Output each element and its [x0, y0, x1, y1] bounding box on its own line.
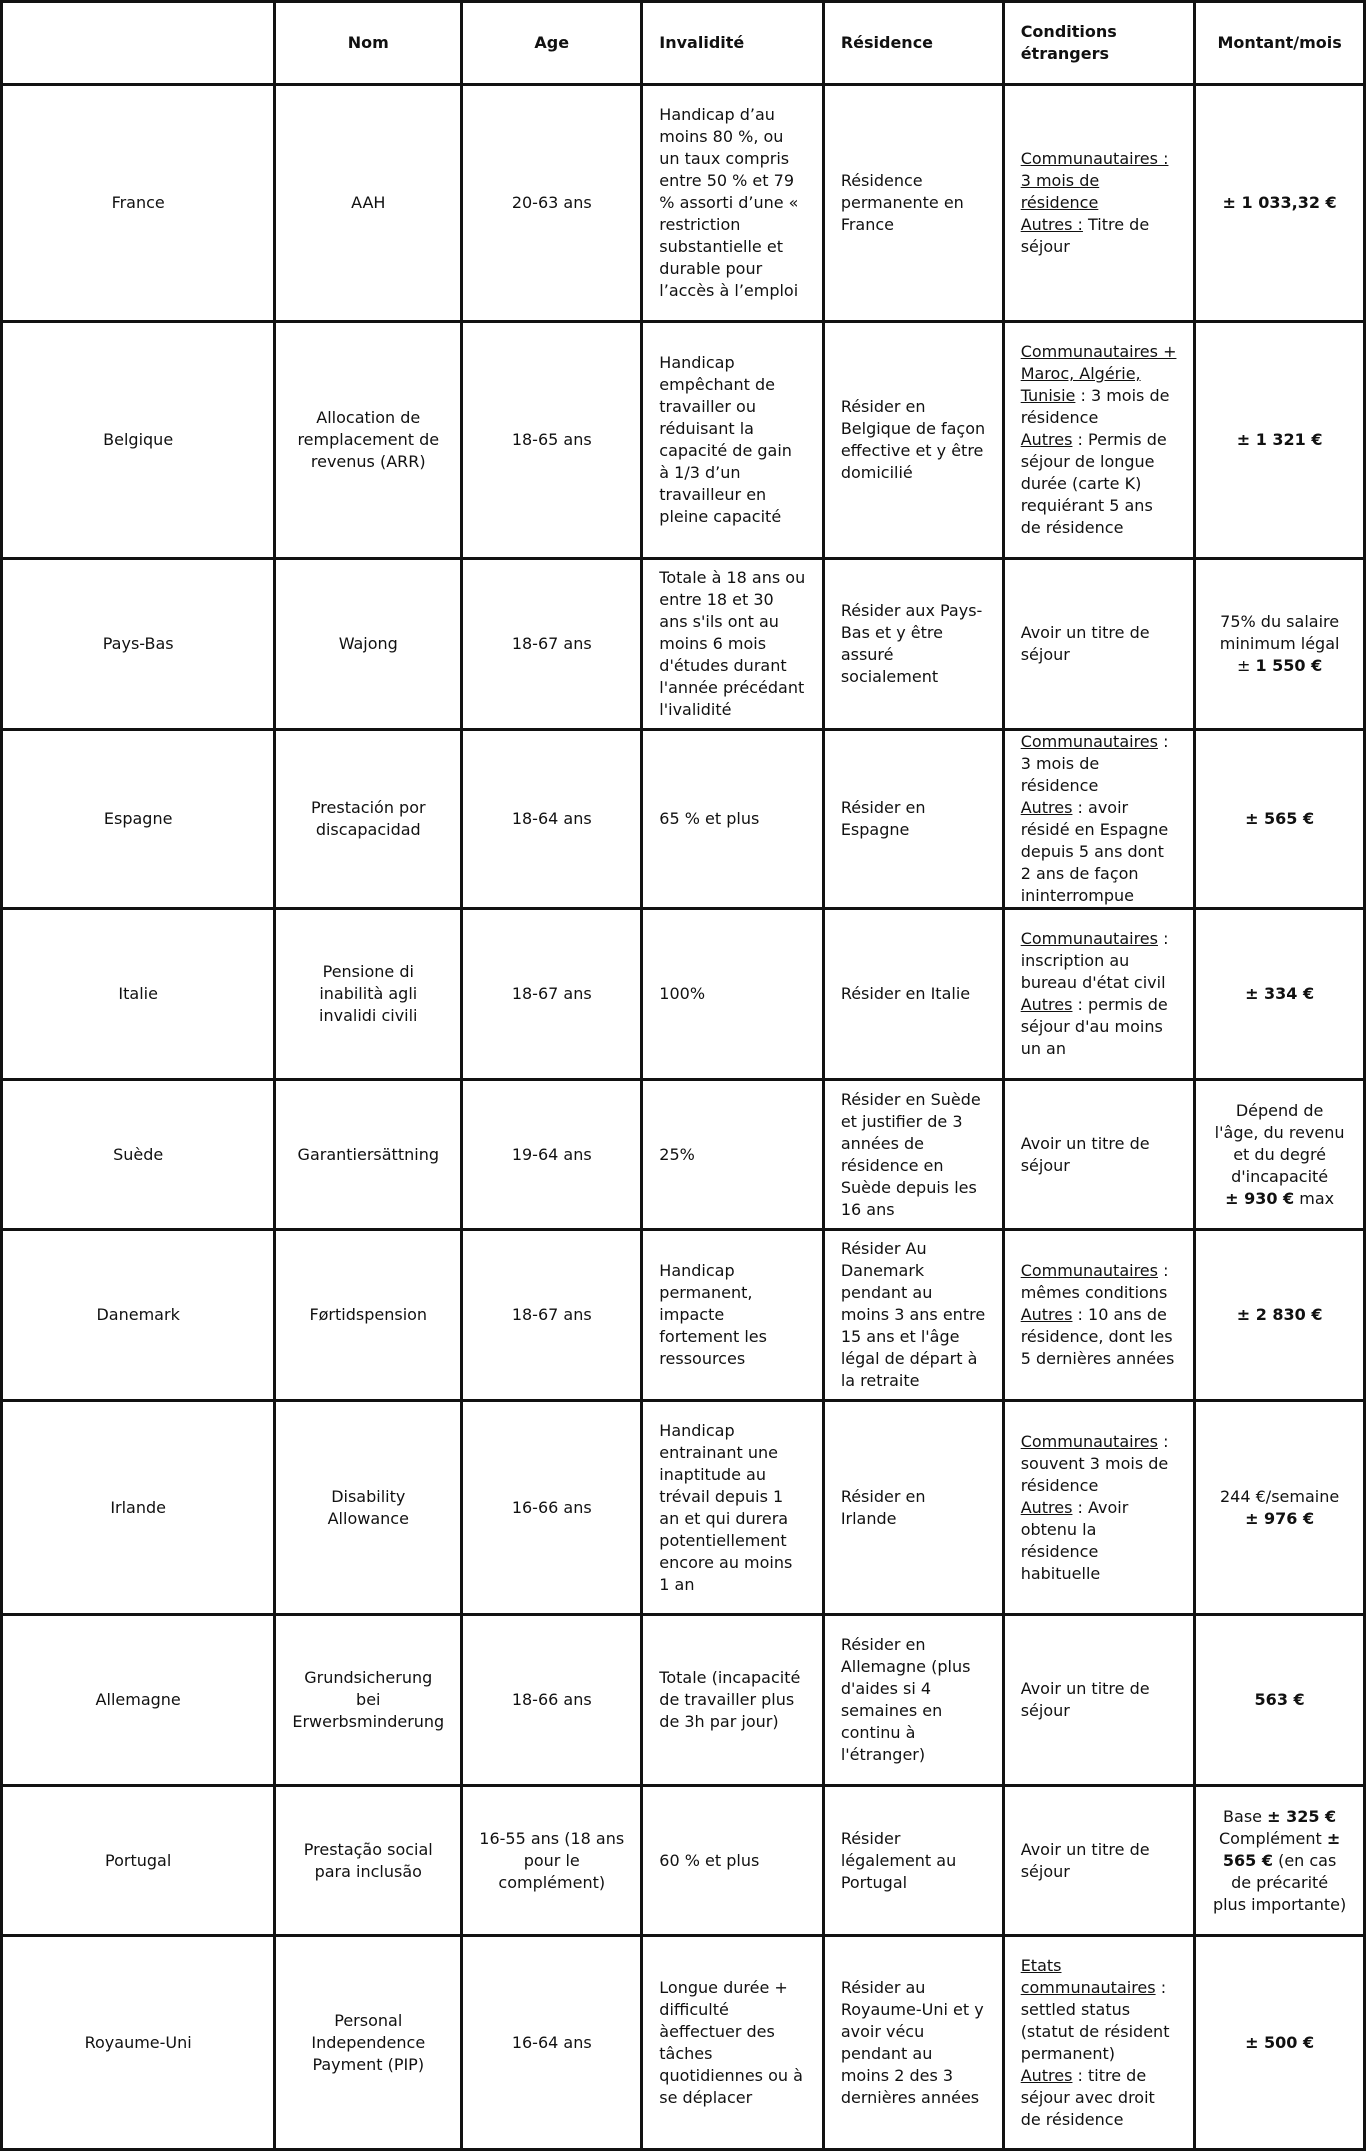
amount-value: ± 1 321 € — [1236, 430, 1323, 449]
amount-value: 1 550 € — [1255, 656, 1323, 675]
header-conditions: Conditions étrangers — [1003, 2, 1195, 85]
amount-cell — [1195, 1786, 1365, 1936]
disability-cell: Handicap d’au moins 80 %, ou un taux compris entre 50 % et 79 % assorti d’une « restriction substantielle et durable pour l’accès à l’emploi — [642, 85, 824, 322]
condition-text: : titre de séjour avec droit de résidence — [1020, 2065, 1155, 2129]
foreigner-conditions-cell — [1003, 730, 1195, 909]
condition-line — [1021, 1678, 1178, 1722]
header-age: Age — [462, 2, 642, 85]
amount-line — [1212, 1100, 1347, 1188]
age-cell: 18-67 ans — [462, 1230, 642, 1401]
amount-cell — [1195, 322, 1365, 559]
benefit-name-cell: Allocation de remplacement de revenus (ARR) — [275, 322, 462, 559]
condition-text: Avoir un titre de séjour — [1020, 1679, 1150, 1720]
disability-cell: Totale à 18 ans ou entre 18 et 30 ans s'ils ont au moins 6 mois d'études durant l'année précédant l'ivalidité — [642, 559, 824, 730]
residence-cell: Résider en Suède et justifier de 3 années de résidence en Suède depuis les 16 ans — [823, 1080, 1003, 1230]
condition-text: Avoir un titre de séjour — [1020, 1133, 1150, 1175]
condition-category: Communautaires — [1020, 1261, 1158, 1280]
amount-text: 75% du salaire minimum légal — [1219, 612, 1340, 653]
condition-category: Communautaires — [1020, 1431, 1158, 1451]
table-row — [2, 1936, 1365, 2150]
foreigner-conditions-cell — [1003, 1401, 1195, 1615]
amount-line — [1212, 808, 1347, 830]
disability-cell: 60 % et plus — [642, 1786, 824, 1936]
amount-cell — [1195, 1615, 1365, 1786]
condition-line — [1021, 1260, 1178, 1304]
header-invalidite: Invalidité — [642, 2, 824, 85]
condition-line — [1021, 1955, 1178, 2065]
condition-text: Avoir un titre de séjour — [1020, 1839, 1150, 1881]
condition-line — [1021, 341, 1178, 429]
amount-cell — [1195, 909, 1365, 1080]
condition-line — [1021, 928, 1178, 994]
condition-line — [1021, 1839, 1178, 1883]
amount-value: ± 565 € — [1222, 1828, 1341, 1870]
amount-line — [1212, 655, 1347, 677]
condition-text: : mêmes conditions — [1020, 1261, 1169, 1302]
country-cell: Pays-Bas — [2, 559, 275, 730]
benefit-name-cell: Disability Allowance — [275, 1401, 462, 1615]
residence-cell: Résider en Allemagne (plus d'aides si 4 semaines en continu à l'étranger) — [823, 1615, 1003, 1786]
age-cell: 18-66 ans — [462, 1615, 642, 1786]
table-row — [2, 85, 1365, 322]
benefit-name-cell: Førtidspension — [275, 1230, 462, 1401]
amount-value: ± 930 € — [1225, 1188, 1295, 1208]
condition-category: Autres — [1020, 2065, 1073, 2085]
header-country — [2, 2, 275, 85]
table-row — [2, 730, 1365, 909]
disability-cell: Handicap entrainant une inaptitude au trévail depuis 1 an et qui durera potentiellement encore au moins 1 an — [642, 1401, 824, 1615]
disability-cell: Longue durée + difficulté àeffectuer des tâches quotidiennes ou à se déplacer — [642, 1936, 824, 2150]
benefit-name-cell: Pensione di inabilità agli invalidi civili — [275, 909, 462, 1080]
age-cell: 18-67 ans — [462, 559, 642, 730]
condition-category: Communautaires — [1020, 929, 1158, 948]
condition-line — [1021, 429, 1178, 539]
table-row — [2, 909, 1365, 1080]
condition-category: Autres — [1020, 430, 1073, 449]
country-cell: Suède — [2, 1080, 275, 1230]
amount-value: ± 976 € — [1245, 1508, 1315, 1528]
amount-line — [1212, 1689, 1347, 1711]
amount-line — [1212, 611, 1347, 655]
foreigner-conditions-cell — [1003, 1615, 1195, 1786]
condition-text: : souvent 3 mois de résidence — [1020, 1431, 1169, 1495]
age-cell: 16-66 ans — [462, 1401, 642, 1615]
condition-text: : 10 ans de résidence, dont les 5 dernières années — [1020, 1305, 1175, 1368]
residence-cell: Résidence permanente en France — [823, 85, 1003, 322]
condition-text: Titre de séjour — [1020, 215, 1150, 256]
amount-text: Dépend de l'âge, du revenu et du degré d'incapacité — [1214, 1100, 1345, 1186]
condition-category: Etats communautaires — [1020, 1955, 1156, 1997]
benefit-name-cell: Wajong — [275, 559, 462, 730]
condition-category: Autres : — [1020, 215, 1083, 234]
amount-value: 563 € — [1254, 1690, 1305, 1709]
amount-text: 244 €/semaine — [1220, 1486, 1340, 1506]
amount-cell — [1195, 85, 1365, 322]
condition-category: Autres — [1020, 995, 1073, 1014]
table-row — [2, 559, 1365, 730]
country-cell: Irlande — [2, 1401, 275, 1615]
condition-text: : Avoir obtenu la résidence habituelle — [1020, 1497, 1129, 1583]
amount-cell — [1195, 1936, 1365, 2150]
condition-line — [1021, 214, 1178, 258]
residence-cell: Résider Au Danemark pendant au moins 3 ans entre 15 ans et l'âge légal de départ à la retraite — [823, 1230, 1003, 1401]
country-cell: Belgique — [2, 322, 275, 559]
condition-line — [1021, 1497, 1178, 1585]
condition-text: : avoir résidé en Espagne depuis 5 ans dont 2 ans de façon ininterrompue — [1020, 798, 1169, 905]
amount-text: max — [1294, 1188, 1335, 1208]
amount-value: ± 1 033,32 € — [1222, 193, 1337, 212]
benefit-name-cell: Personal Independence Payment (PIP) — [275, 1936, 462, 2150]
country-cell: Danemark — [2, 1230, 275, 1401]
condition-line — [1021, 731, 1178, 797]
foreigner-conditions-cell — [1003, 322, 1195, 559]
condition-text: : permis de séjour d'au moins un an — [1020, 995, 1168, 1058]
country-cell: Portugal — [2, 1786, 275, 1936]
condition-line — [1021, 1304, 1178, 1370]
foreigner-conditions-cell — [1003, 1080, 1195, 1230]
age-cell: 19-64 ans — [462, 1080, 642, 1230]
amount-line — [1212, 1806, 1347, 1828]
condition-text: : 3 mois de résidence — [1020, 732, 1169, 795]
age-cell: 16-64 ans — [462, 1936, 642, 2150]
condition-category: Communautaires + Maroc, Algérie, Tunisie — [1020, 342, 1177, 405]
amount-value: ± 500 € — [1245, 2032, 1315, 2052]
table-row — [2, 1230, 1365, 1401]
table-row — [2, 1401, 1365, 1615]
amount-value: ± 2 830 € — [1236, 1305, 1323, 1324]
table-row — [2, 322, 1365, 559]
disability-cell: 100% — [642, 909, 824, 1080]
country-cell: Allemagne — [2, 1615, 275, 1786]
foreigner-conditions-cell — [1003, 1230, 1195, 1401]
header-row — [2, 2, 1365, 85]
residence-cell: Résider légalement au Portugal — [823, 1786, 1003, 1936]
amount-cell — [1195, 559, 1365, 730]
condition-line — [1021, 148, 1178, 214]
amount-line — [1212, 1304, 1347, 1326]
header-nom: Nom — [275, 2, 462, 85]
table-body — [2, 85, 1365, 2150]
amount-line — [1212, 1188, 1347, 1210]
condition-line — [1021, 994, 1178, 1060]
country-cell: Espagne — [2, 730, 275, 909]
amount-value: ± 565 € — [1245, 809, 1315, 828]
amount-text: (en cas de précarité plus importante) — [1212, 1850, 1347, 1914]
condition-line — [1021, 622, 1178, 666]
amount-line — [1212, 1828, 1347, 1916]
condition-text: : Permis de séjour de longue durée (carte K) requiérant 5 ans de résidence — [1020, 430, 1167, 537]
condition-line — [1021, 797, 1178, 907]
amount-text: Complément — [1218, 1828, 1327, 1848]
condition-line — [1021, 1431, 1178, 1497]
condition-text: : settled status (statut de résident permanent) — [1020, 1977, 1170, 2063]
table-row — [2, 1615, 1365, 1786]
condition-category: Autres — [1020, 1497, 1073, 1517]
residence-cell: Résider en Irlande — [823, 1401, 1003, 1615]
country-cell: Italie — [2, 909, 275, 1080]
benefit-name-cell: Prestação social para inclusão — [275, 1786, 462, 1936]
condition-text: Avoir un titre de séjour — [1020, 623, 1150, 664]
foreigner-conditions-cell — [1003, 909, 1195, 1080]
disability-cell: Handicap permanent, impacte fortement les ressources — [642, 1230, 824, 1401]
age-cell: 18-64 ans — [462, 730, 642, 909]
amount-cell — [1195, 1080, 1365, 1230]
benefit-name-cell: Grundsicherung bei Erwerbsminderung — [275, 1615, 462, 1786]
condition-category: Communautaires — [1020, 732, 1158, 751]
foreigner-conditions-cell — [1003, 1786, 1195, 1936]
condition-line — [1021, 1133, 1178, 1177]
residence-cell: Résider aux Pays-Bas et y être assuré socialement — [823, 559, 1003, 730]
table-row — [2, 1080, 1365, 1230]
benefit-name-cell: Garantiersättning — [275, 1080, 462, 1230]
condition-category: Autres — [1020, 798, 1073, 817]
residence-cell: Résider en Italie — [823, 909, 1003, 1080]
amount-line — [1212, 2032, 1347, 2054]
disability-cell: 65 % et plus — [642, 730, 824, 909]
amount-line — [1212, 192, 1347, 214]
condition-category: Communautaires : 3 mois de résidence — [1020, 149, 1169, 212]
amount-line — [1212, 1508, 1347, 1530]
amount-cell — [1195, 730, 1365, 909]
amount-value: ± 325 € — [1267, 1806, 1337, 1826]
condition-text: : inscription au bureau d'état civil — [1020, 929, 1169, 992]
condition-text: : 3 mois de résidence — [1020, 386, 1170, 427]
country-cell: France — [2, 85, 275, 322]
benefit-name-cell: AAH — [275, 85, 462, 322]
amount-cell — [1195, 1401, 1365, 1615]
residence-cell: Résider en Espagne — [823, 730, 1003, 909]
amount-cell — [1195, 1230, 1365, 1401]
age-cell: 20-63 ans — [462, 85, 642, 322]
header-montant: Montant/mois — [1195, 2, 1365, 85]
benefit-name-cell: Prestación por discapacidad — [275, 730, 462, 909]
foreigner-conditions-cell — [1003, 559, 1195, 730]
country-cell: Royaume-Uni — [2, 1936, 275, 2150]
age-cell: 18-67 ans — [462, 909, 642, 1080]
disability-cell: Handicap empêchant de travailler ou réduisant la capacité de gain à 1/3 d’un travailleur en pleine capacité — [642, 322, 824, 559]
disability-cell: Totale (incapacité de travailler plus de 3h par jour) — [642, 1615, 824, 1786]
header-residence: Résidence — [823, 2, 1003, 85]
foreigner-conditions-cell — [1003, 85, 1195, 322]
table-row — [2, 1786, 1365, 1936]
condition-line — [1021, 2065, 1178, 2131]
amount-text: Base — [1223, 1806, 1268, 1826]
amount-line — [1212, 983, 1347, 1005]
condition-category: Autres — [1020, 1305, 1073, 1324]
residence-cell: Résider au Royaume-Uni et y avoir vécu pendant au moins 2 des 3 dernières années — [823, 1936, 1003, 2150]
age-cell: 18-65 ans — [462, 322, 642, 559]
residence-cell: Résider en Belgique de façon effective et y être domicilié — [823, 322, 1003, 559]
amount-line — [1212, 429, 1347, 451]
age-cell: 16-55 ans (18 ans pour le complément) — [462, 1786, 642, 1936]
amount-line — [1212, 1486, 1347, 1508]
amount-text: ± — [1236, 656, 1256, 675]
disability-cell: 25% — [642, 1080, 824, 1230]
amount-value: ± 334 € — [1245, 984, 1315, 1003]
foreigner-conditions-cell — [1003, 1936, 1195, 2150]
